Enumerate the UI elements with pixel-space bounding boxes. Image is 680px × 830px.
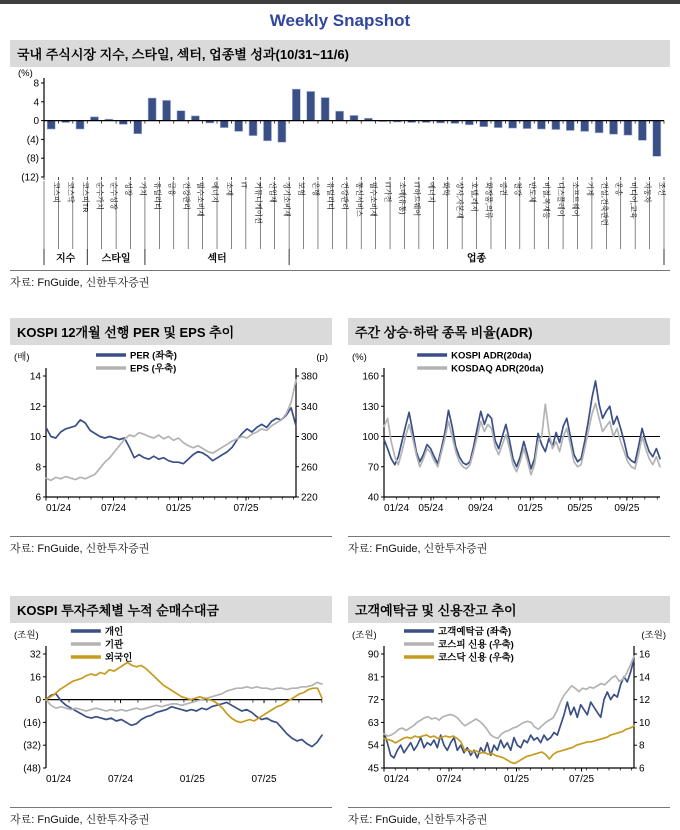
svg-text:(12): (12) — [21, 172, 39, 184]
svg-text:40: 40 — [367, 492, 379, 504]
svg-text:철강: 철강 — [513, 182, 523, 196]
svg-text:01/24: 01/24 — [46, 774, 72, 785]
svg-text:은행: 은행 — [311, 182, 321, 196]
svg-text:운송: 운송 — [614, 182, 624, 196]
svg-text:54: 54 — [367, 740, 379, 752]
flows-chart-svg — [10, 626, 332, 805]
svg-text:건설,건축관련: 건설,건축관련 — [599, 182, 609, 226]
svg-text:디스플레이: 디스플레이 — [556, 182, 566, 217]
svg-text:0: 0 — [33, 116, 39, 128]
adr-source: 자료: FnGuide, 신한투자증권 — [348, 536, 670, 556]
svg-text:01/24: 01/24 — [384, 503, 410, 514]
section-adr — [348, 318, 670, 556]
svg-text:380: 380 — [301, 371, 318, 383]
svg-text:12: 12 — [29, 401, 41, 413]
svg-text:(%): (%) — [352, 352, 367, 363]
top-border-bar — [0, 0, 680, 4]
bottom-row — [10, 596, 670, 827]
svg-text:07/25: 07/25 — [568, 774, 595, 785]
svg-text:220: 220 — [301, 492, 318, 504]
svg-text:IT하드웨어: IT하드웨어 — [412, 182, 422, 217]
svg-text:상사,자본재: 상사,자본재 — [455, 182, 465, 219]
svg-text:160: 160 — [362, 371, 379, 383]
svg-text:45: 45 — [367, 763, 379, 775]
svg-text:01/25: 01/25 — [179, 774, 205, 785]
svg-text:300: 300 — [301, 432, 318, 443]
svg-text:IT가전: IT가전 — [383, 182, 393, 203]
svg-text:8: 8 — [33, 78, 39, 90]
deposits-chart-svg — [348, 626, 670, 805]
svg-text:PER (좌축): PER (좌축) — [130, 350, 177, 362]
svg-text:01/24: 01/24 — [46, 503, 72, 514]
svg-text:(4): (4) — [26, 134, 39, 146]
svg-text:비철,목재등: 비철,목재등 — [542, 182, 552, 219]
svg-text:6: 6 — [639, 763, 645, 775]
svg-text:72: 72 — [367, 695, 379, 707]
svg-text:자동차: 자동차 — [643, 182, 653, 203]
svg-text:경기소비재: 경기소비재 — [282, 182, 292, 217]
svg-text:(32): (32) — [23, 740, 41, 752]
svg-text:미디어,교육: 미디어,교육 — [628, 182, 638, 219]
svg-text:07/24: 07/24 — [108, 774, 134, 785]
svg-text:07/25: 07/25 — [233, 503, 259, 514]
svg-text:(p): (p) — [316, 352, 328, 363]
svg-text:필수소비재: 필수소비재 — [196, 182, 206, 217]
svg-text:EPS (우축): EPS (우축) — [130, 363, 177, 375]
svg-text:기계: 기계 — [585, 182, 595, 196]
svg-text:130: 130 — [362, 401, 379, 413]
svg-text:IT: IT — [239, 182, 249, 189]
svg-text:코스닥: 코스닥 — [66, 182, 76, 203]
svg-text:8: 8 — [639, 740, 645, 752]
svg-text:성장: 성장 — [124, 182, 134, 196]
svg-text:(조원): (조원) — [641, 630, 666, 641]
svg-text:고객예탁금 (좌축): 고객예탁금 (좌축) — [438, 626, 512, 638]
svg-text:(조원): (조원) — [14, 630, 39, 641]
svg-text:조선: 조선 — [657, 182, 667, 196]
svg-text:코스피: 코스피 — [52, 182, 62, 203]
svg-text:코스피 신용 (우축): 코스피 신용 (우축) — [438, 639, 514, 651]
svg-text:소프트웨어: 소프트웨어 — [571, 182, 581, 217]
per_eps-chart-svg — [10, 348, 332, 534]
middle-row — [10, 318, 670, 556]
per-eps-source: 자료: FnGuide, 신한투자증권 — [10, 536, 332, 556]
svg-text:(조원): (조원) — [352, 630, 377, 641]
svg-text:70: 70 — [367, 462, 379, 474]
svg-text:코스피TR: 코스피TR — [80, 182, 90, 213]
svg-text:(%): (%) — [18, 68, 33, 79]
svg-text:화장품,의류: 화장품,의류 — [484, 182, 494, 219]
performance-header: 국내 주식시장 지수, 스타일, 섹터, 업종별 성과(10/31~11/6) — [10, 40, 670, 67]
svg-text:12: 12 — [639, 695, 651, 707]
section-performance — [10, 40, 670, 290]
svg-text:0: 0 — [35, 695, 41, 707]
svg-text:순수가치: 순수가치 — [95, 182, 105, 210]
deposits-header: 고객예탁금 및 신용잔고 추이 — [348, 596, 670, 623]
flows-chart — [10, 626, 332, 805]
svg-text:340: 340 — [301, 401, 318, 413]
report-page — [0, 40, 680, 827]
svg-text:16: 16 — [29, 672, 41, 684]
svg-text:05/24: 05/24 — [418, 503, 444, 514]
svg-text:01/24: 01/24 — [384, 774, 410, 785]
svg-text:(16): (16) — [23, 717, 41, 729]
svg-text:순수성장: 순수성장 — [109, 182, 119, 210]
svg-text:통신서비스: 통신서비스 — [354, 182, 364, 217]
svg-text:07/24: 07/24 — [100, 503, 127, 514]
adr-chart — [348, 348, 670, 534]
svg-text:소재: 소재 — [225, 182, 235, 196]
svg-text:81: 81 — [367, 672, 379, 684]
svg-text:KOSPI ADR(20da): KOSPI ADR(20da) — [451, 350, 532, 362]
svg-text:KOSDAQ ADR(20da): KOSDAQ ADR(20da) — [451, 363, 544, 375]
svg-text:호텔,레저: 호텔,레저 — [470, 182, 480, 212]
per-eps-header: KOSPI 12개월 선행 PER 및 EPS 추이 — [10, 318, 332, 345]
svg-text:건강관리: 건강관리 — [340, 182, 350, 210]
adr-chart-svg — [348, 348, 670, 534]
svg-text:금융: 금융 — [167, 182, 177, 196]
svg-text:6: 6 — [35, 492, 41, 504]
svg-text:섹터: 섹터 — [207, 253, 227, 265]
performance-source: 자료: FnGuide, 신한투자증권 — [10, 270, 670, 290]
svg-text:코스닥 신용 (우축): 코스닥 신용 (우축) — [438, 652, 514, 664]
svg-text:100: 100 — [362, 432, 379, 443]
deposits-source: 자료: FnGuide, 신한투자증권 — [348, 807, 670, 827]
svg-text:기관: 기관 — [104, 639, 124, 651]
svg-text:07/25: 07/25 — [251, 774, 277, 785]
flows-header: KOSPI 투자주체별 누적 순매수대금 — [10, 596, 332, 623]
svg-text:반도체: 반도체 — [527, 182, 537, 203]
svg-text:개인: 개인 — [104, 626, 124, 638]
svg-text:필수소비재: 필수소비재 — [369, 182, 379, 217]
svg-text:지수: 지수 — [55, 253, 76, 265]
svg-text:증권: 증권 — [498, 182, 508, 196]
section-per-eps — [10, 318, 332, 556]
svg-text:산업재: 산업재 — [268, 182, 278, 203]
svg-text:4: 4 — [33, 97, 39, 109]
svg-text:01/25: 01/25 — [517, 503, 543, 514]
svg-text:에너지: 에너지 — [210, 182, 220, 203]
performance-bar-chart — [10, 67, 670, 268]
section-deposits — [348, 596, 670, 827]
svg-text:14: 14 — [29, 371, 41, 383]
svg-text:보험: 보험 — [297, 182, 307, 196]
svg-text:09/25: 09/25 — [614, 503, 640, 514]
svg-text:10: 10 — [29, 432, 41, 443]
svg-text:10: 10 — [639, 717, 651, 729]
svg-text:8: 8 — [35, 462, 41, 474]
svg-text:외국인: 외국인 — [104, 652, 133, 664]
adr-header: 주간 상승·하락 종목 비율(ADR) — [348, 318, 670, 345]
svg-text:260: 260 — [301, 462, 318, 474]
svg-text:(48): (48) — [23, 763, 41, 775]
svg-text:05/25: 05/25 — [567, 503, 593, 514]
svg-text:에너지: 에너지 — [426, 182, 436, 203]
svg-text:(배): (배) — [14, 352, 30, 363]
section-flows — [10, 596, 332, 827]
svg-text:소매(유통): 소매(유통) — [398, 182, 408, 215]
page-title: Weekly Snapshot — [269, 11, 411, 30]
svg-text:01/25: 01/25 — [503, 774, 530, 785]
deposits-chart — [348, 626, 670, 805]
per-eps-chart — [10, 348, 332, 534]
svg-text:커뮤니케이션: 커뮤니케이션 — [253, 182, 263, 224]
svg-text:32: 32 — [29, 649, 41, 661]
svg-text:유틸리티: 유틸리티 — [325, 182, 335, 210]
svg-text:63: 63 — [367, 717, 379, 729]
svg-text:화학: 화학 — [441, 182, 451, 196]
svg-text:07/24: 07/24 — [436, 774, 462, 785]
svg-text:스타일: 스타일 — [101, 253, 131, 265]
flows-source: 자료: FnGuide, 신한투자증권 — [10, 807, 332, 827]
svg-text:09/24: 09/24 — [468, 503, 494, 514]
svg-text:(8): (8) — [26, 153, 39, 165]
svg-text:업종: 업종 — [466, 253, 487, 265]
performance-bar-chart-svg — [10, 67, 670, 268]
svg-text:건강관리: 건강관리 — [181, 182, 191, 210]
svg-text:16: 16 — [639, 649, 651, 661]
svg-text:90: 90 — [367, 649, 379, 661]
svg-text:14: 14 — [639, 672, 651, 684]
svg-text:유틸리티: 유틸리티 — [152, 182, 162, 210]
svg-text:01/25: 01/25 — [165, 503, 192, 514]
svg-text:가치: 가치 — [138, 182, 148, 196]
